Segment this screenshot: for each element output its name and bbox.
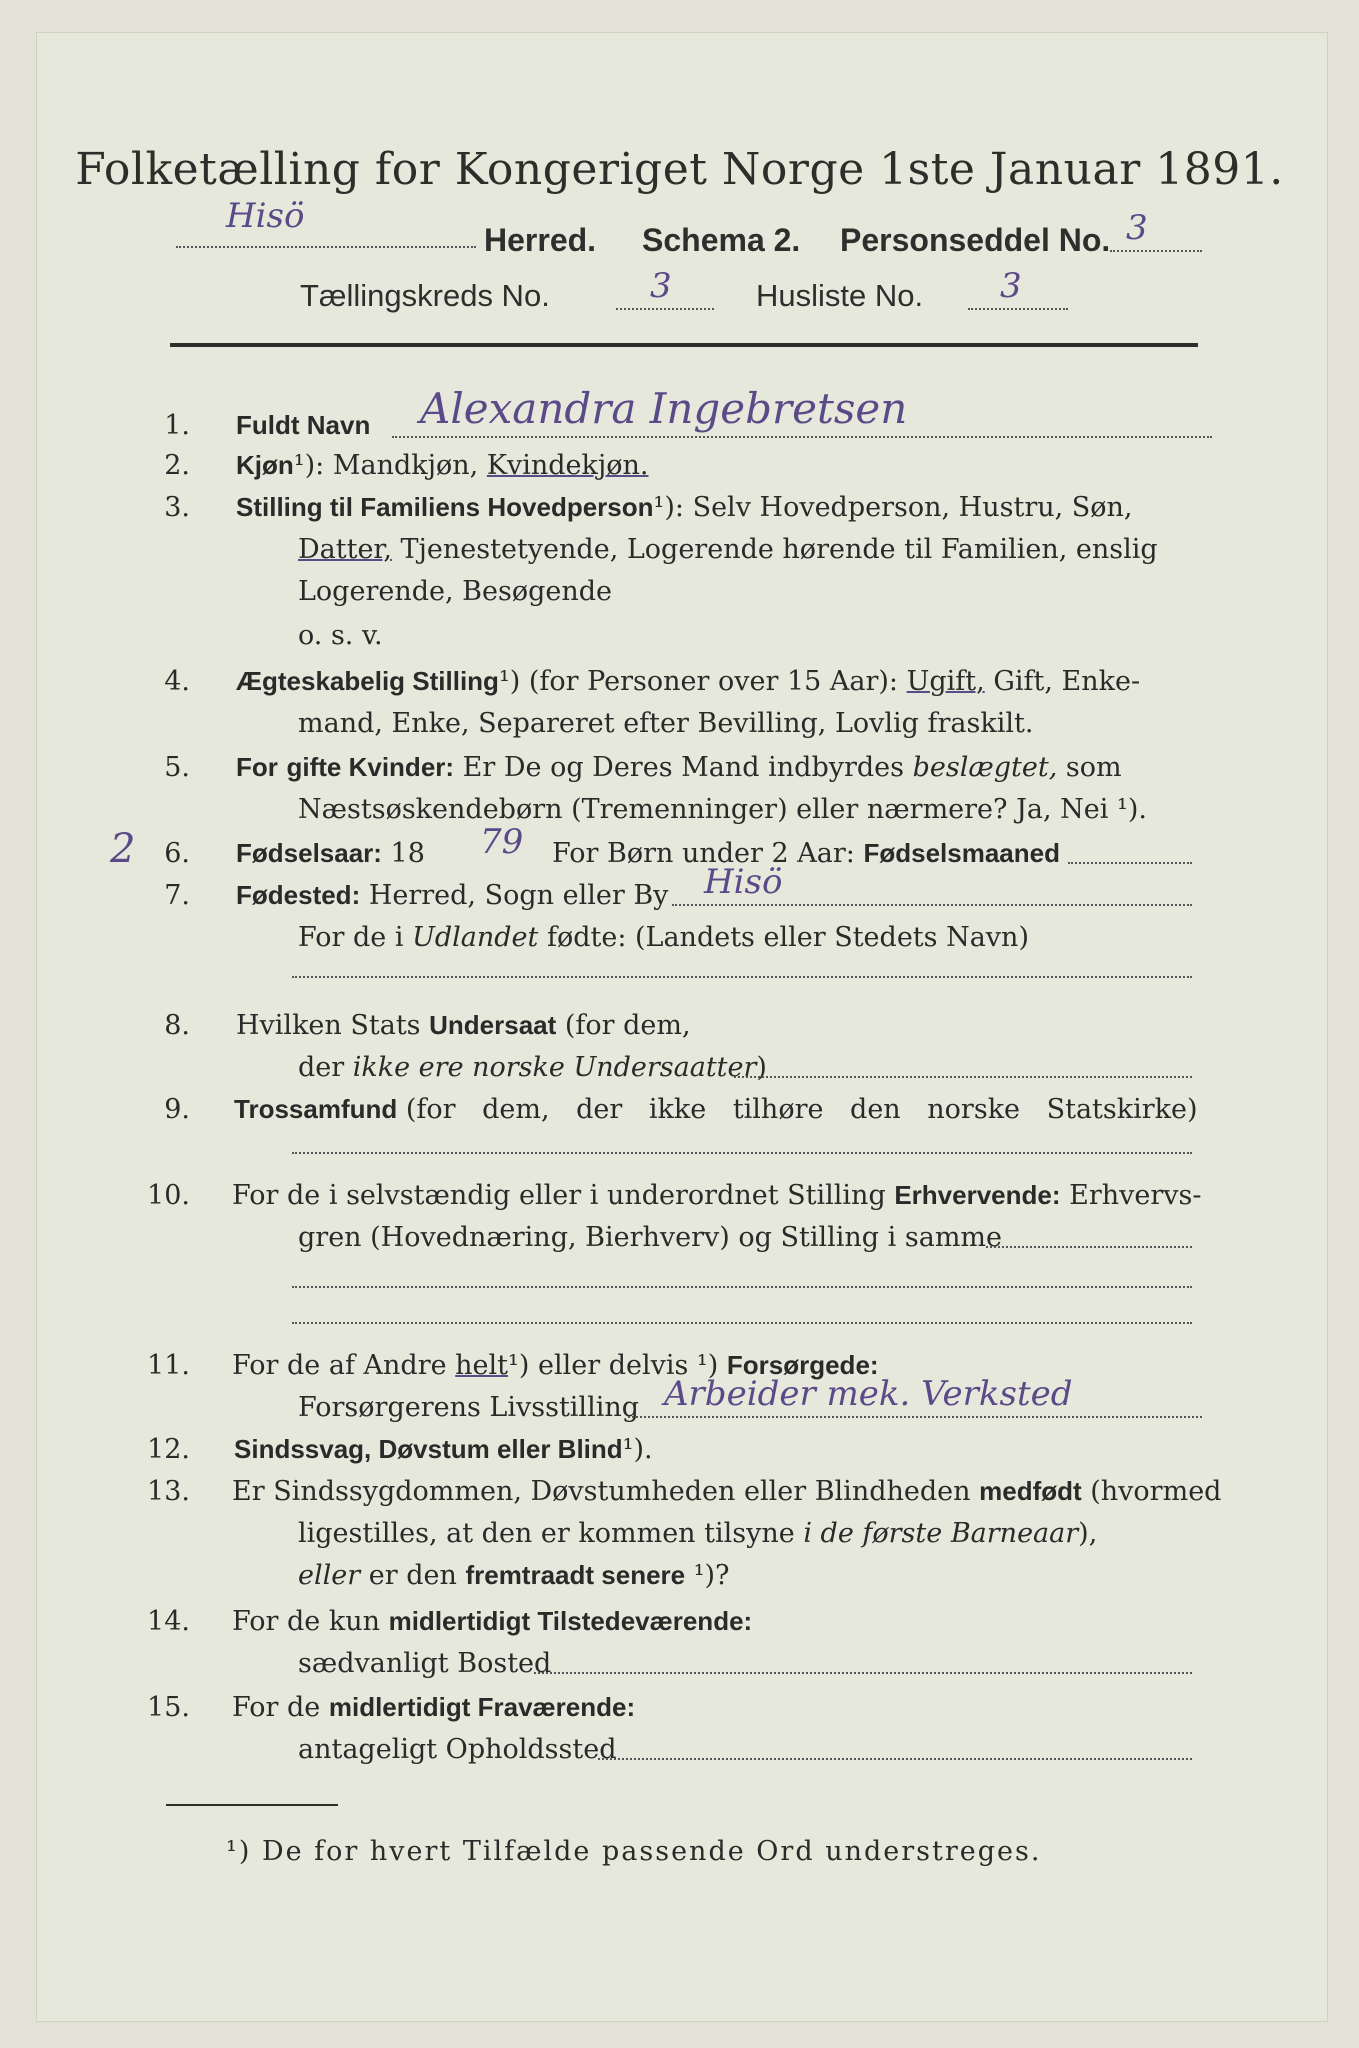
q1-label: Fuldt Navn [236,410,371,440]
q13-line3c: fremtraadt senere [465,1560,686,1590]
q15-label: midlertidigt Fraværende: [328,1692,636,1722]
q13-line2a: ligestilles, at den er kommen tilsyne [298,1518,795,1549]
form-title: Folketælling for Kongeriget Norge 1ste Januar 1891. [75,144,1284,195]
q1-value: Alexandra Ingebretsen [420,384,908,433]
q5-label: gifte Kvinder: [286,752,455,782]
husliste-label: Husliste No. [756,278,924,313]
q5-number: 5. [164,752,190,783]
q2-option-male: Mandkjøn, [332,450,479,481]
q7-number: 7. [164,880,190,911]
q8-line2b: ikke ere norske Undersaatter [352,1052,757,1083]
q2-option-female: Kvindekjøn. [486,450,649,481]
q6-line2 [552,840,1060,867]
q10-field-2 [292,1262,1192,1288]
q14-line1a: For de kun [232,1606,380,1637]
q10-number: 10. [147,1180,190,1211]
q15-number: 15. [147,1692,190,1723]
q8-line2a: der [298,1052,345,1083]
q5-line2: Næstsøskendebørn (Tremenninger) eller nærmere? Ja, Nei ¹). [298,794,1147,825]
footnote-rule [166,1804,338,1806]
q9-field [292,1128,1192,1154]
q9-line1: (for dem, der ikke tilhøre den norske Statskirke) [405,1094,1198,1125]
q7-line2c: fødte: (Landets eller Stedets Navn) [546,922,1029,953]
q2-label: Kjøn [236,450,294,480]
q3-number: 3. [164,492,190,523]
q8-label: Undersaat [429,1010,557,1040]
husliste-value: 3 [1000,266,1022,306]
q10-line1: For de i selvstændig eller i underordnet Stilling [232,1180,886,1211]
herred-value: Hisö [226,196,305,236]
q9-number: 9. [164,1094,190,1125]
q10-label: Erhvervende: [894,1180,1061,1210]
q13-line2c: ), [1078,1518,1098,1549]
q5-beslaegtet: beslægtet, [912,752,1058,783]
kreds-label: Tællingskreds No. [300,278,550,313]
q4-number: 4. [164,666,190,697]
q14-number: 14. [147,1606,190,1637]
q4-label: Ægteskabelig Stilling [236,666,499,696]
q13-line2 [298,1520,1097,1547]
q6-line2-text: For Børn under 2 Aar: [552,838,855,869]
q12-label: Sindssvag, Døvstum eller Blind [234,1434,623,1464]
q3-line1: Selv Hovedperson, Hustru, Søn, [692,492,1133,523]
q14-label: midlertidigt Tilstedeværende: [388,1606,753,1636]
schema-label: Schema 2. [642,222,801,258]
kreds-value: 3 [650,266,672,306]
footnote: ¹) De for hvert Tilfælde passende Ord understreges. [226,1836,1042,1867]
q8-line1a: Hvilken Stats [236,1010,421,1041]
q10-field [986,1222,1192,1248]
q5-line1b: som [1065,752,1122,783]
q12-number: 12. [147,1434,190,1465]
q3-line4: o. s. v. [298,620,383,651]
herred-field [176,214,476,248]
q4-line1b: Gift, Enke- [993,666,1141,697]
q6-field [1068,838,1192,864]
q11-number: 11. [147,1350,190,1381]
q14-line2: sædvanligt Bosted [298,1648,552,1679]
q15-line1a: For de [232,1692,321,1723]
q1-number: 1. [164,410,190,441]
q6-value: 79 [480,822,524,862]
q2-sup: ¹): [293,450,325,481]
q4-sup: ¹) [498,666,521,697]
q8-number: 8. [164,1010,190,1041]
q13-medfodt: medfødt [979,1476,1082,1506]
q7-line1: Herred, Sogn eller By [368,880,669,911]
q4-ugift: Ugift, [906,666,985,697]
q11-line2: Forsørgerens Livsstilling [298,1392,640,1423]
q15-line2: antageligt Opholdssted [298,1734,617,1765]
q3-label: Stilling til Familiens Hovedperson [236,492,654,522]
herred-label: Herred. [484,222,597,258]
personseddel-value: 3 [1126,208,1148,248]
q13-number: 13. [147,1476,190,1507]
q7-line2a: For de i [298,922,404,953]
q7-field-2 [292,952,1192,978]
q7-line2 [298,924,1029,951]
q3-line3: Logerende, Besøgende [298,576,612,607]
q11-label: Forsørgede: [726,1350,879,1380]
q14-field [534,1648,1192,1674]
q7-value: Hisö [704,862,783,902]
q15-field [598,1734,1192,1760]
q13-line3 [298,1562,730,1589]
q13-line3a: eller [298,1560,361,1591]
q12-sup: ¹). [622,1434,653,1465]
q2-number: 2. [164,450,190,481]
q8-field [734,1052,1192,1078]
q11-line1b: ¹) eller delvis ¹) [508,1350,719,1381]
q7-label: Fødested: [236,880,361,910]
q6-prefix: 18 [390,838,425,869]
q7-line2b: Udlandet [412,922,539,953]
q5-line1: Er De og Deres Mand indbyrdes [462,752,905,783]
q13-line1b: (hvormed [1090,1476,1222,1507]
q6-margin-mark: 2 [110,826,136,872]
q8-line2 [298,1054,767,1081]
q5-label-pre: For [236,752,278,782]
q9-label: Trossamfund [234,1094,398,1124]
q11-helt: helt [455,1350,509,1381]
q11-value: Arbeider mek. Verksted [664,1374,1073,1414]
q13-line2b: i de første Barneaar [803,1518,1079,1549]
q8-line2c: ) [756,1052,767,1083]
q8-line1b: (for dem, [564,1010,691,1041]
q3-datter: Datter, [298,534,392,565]
personseddel-field [1110,222,1202,252]
q11-line1: For de af Andre [232,1350,447,1381]
q3-sup: ¹): [653,492,684,523]
q3-line2-text: Tjenestetyende, Logerende hørende til Familien, enslig [400,534,1158,565]
q13-line3b: er den [368,1560,457,1591]
q6-label2: Fødselsmaaned [863,838,1060,868]
q4-line2: mand, Enke, Separeret efter Bevilling, Lovlig fraskilt. [298,708,1034,739]
q10-field-3 [292,1298,1192,1324]
q13-line1: Er Sindssygdommen, Døvstumheden eller Blindheden [232,1476,971,1507]
q4-line1: (for Personer over 15 Aar): [528,666,899,697]
q6-label: Fødselsaar: [236,838,382,868]
header-rule [170,343,1198,347]
personseddel-label: Personseddel No. [840,222,1111,258]
q10-line2: gren (Hovednæring, Bierhverv) og Stilling i samme [298,1222,1003,1253]
q6-number: 6. [164,838,190,869]
q3-line2 [298,536,1158,563]
q13-line3d: ¹)? [693,1560,730,1591]
q10-line1b: Erhvervs- [1069,1180,1202,1211]
